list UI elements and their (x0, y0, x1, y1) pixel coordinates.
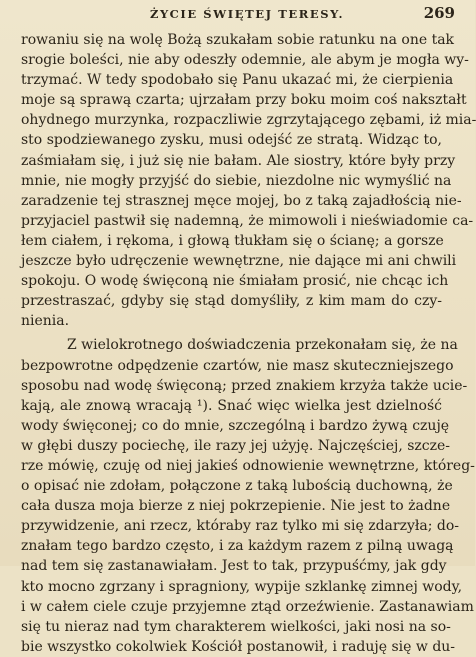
paragraph-1 (21, 30, 476, 331)
text-line: rowaniu się na wolę Bożą szukałam sobie ratunku na one tak (21, 32, 455, 48)
text-line: ohydnego murzynka, rozpaczliwie zgrzytającego zębami, iż mia- (21, 112, 476, 129)
text-line: nad tem się zastanawiałam. Jest to tak, przypuśćmy, jak gdy (21, 558, 447, 575)
text-line: bezpowrotne odpędzenie czartów, nie masz skuteczniejszego (21, 357, 454, 374)
text-line: o opisać nie zdołam, połączone z taką lubością duchowną, że (21, 478, 453, 495)
text-line: rze mówię, czuję od niej jakieś odnowienie wewnętrzne, któreg- (21, 457, 475, 474)
text-line: spokoju. O wodę święconą nie śmiałam prosić, nie chcąc ich (21, 273, 449, 290)
text-line: moje są sprawą czarta; ujrzałam przy boku moim coś nakształt (21, 92, 467, 109)
text-line: mnie, nie mogły przyjść do siebie, niezdolne nic wymyślić na (21, 172, 452, 189)
text-line: Z wielokrotnego doświadczenia przekonałam się, że na (67, 337, 458, 354)
text-line: nienia. (21, 313, 70, 330)
page-header (0, 4, 475, 24)
text-line: trzymać. W tedy spodobało się Panu ukazać mi, że cierpienia (21, 72, 454, 89)
text-line: znałam tego bardzo często, i za każdym razem z pilną uwagą (21, 538, 454, 555)
text-line: zaśmiałam się, i już się nie bałam. Ale siostry, które były przy (21, 152, 456, 169)
text-line: przestraszać, gdyby się stąd domyśliły, z kim mam do czy- (21, 293, 442, 310)
text-line: sposobu nad wodę święconą; przed znakiem krzyża także ucie- (21, 377, 468, 394)
running-title: ŻYCIE ŚWIĘTEJ TERESY. (150, 7, 345, 21)
paragraph-2 (21, 335, 475, 657)
text-line: łem ciałem, i rękoma, i głową tłukłam się o ścianę; a gorsze (21, 232, 444, 249)
text-line: i w całem ciele czuje przyjemne ztąd orzeźwienie. Zastanawiam (21, 598, 474, 615)
text-line: przywidzenie, ani rzecz, któraby raz tylko mi się zdarzyła; do- (21, 518, 460, 535)
text-line: srogie boleści, nie aby odeszły odemnie, ale abym je mogła wy- (21, 52, 469, 69)
text-line: przyjaciel pastwił się nademną, że mimowoli i nieświadomie ca- (21, 212, 474, 229)
text-line: sto spodziewanego zysku, musi odejść ze stratą. Widząc to, (21, 132, 442, 149)
text-line: w głębi duszy pociechę, ile razy jej użyję. Najczęściej, szcze- (21, 437, 451, 454)
body-text (21, 30, 476, 657)
page-number: 269 (423, 4, 455, 22)
text-line: bie wszystko cokolwiek Kościół postanowił, i raduję się w du- (21, 638, 456, 655)
text-line: wody święconej; co do mnie, szczególną i bardzo żywą czuję (21, 417, 450, 434)
text-line: kają, ale znową wracają ¹). Snać więc wielka jest dzielność (21, 397, 442, 414)
text-line: jeszcze było udręczenie wewnętrzne, nie dające mi ani chwili (21, 253, 457, 270)
text-line: kto mocno zgrzany i spragniony, wypije szklankę zimnej wody, (21, 578, 463, 595)
text-line: zaradzenie tej strasznej męce mojej, bo z taką zajadłością nie- (21, 192, 462, 209)
text-line: się tu nieraz nad tym charakterem wielkości, jaki nosi na so- (21, 618, 451, 635)
text-line: cała dusza moja bierze z niej pokrzepienie. Nie jest to żadne (21, 498, 451, 515)
